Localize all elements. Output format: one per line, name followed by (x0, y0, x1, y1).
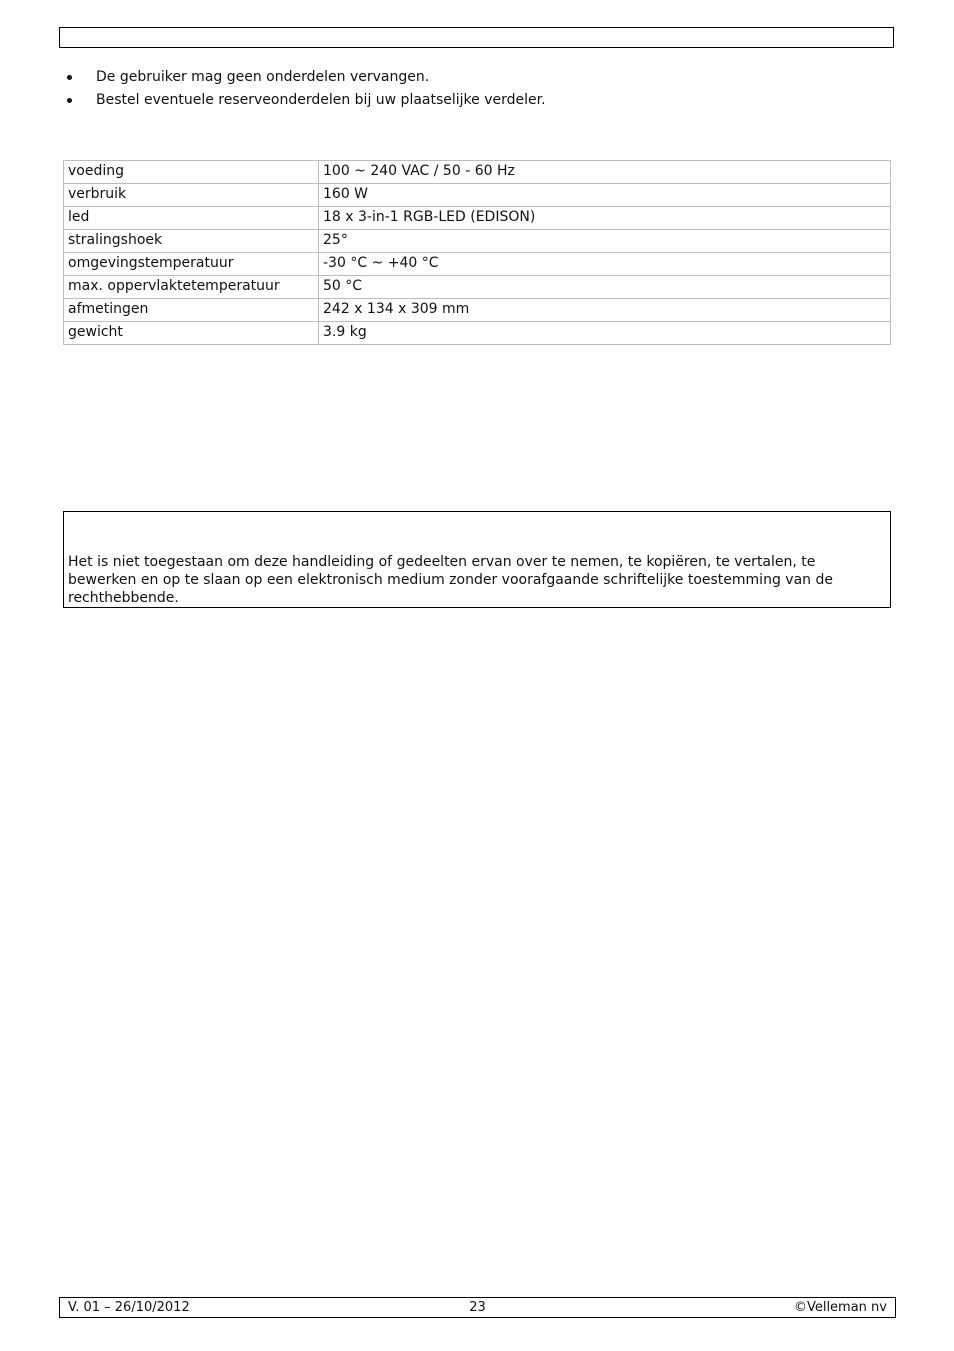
page-footer (59, 1297, 896, 1318)
spec-key: afmetingen (64, 299, 319, 322)
spec-value: 242 x 134 x 309 mm (319, 299, 891, 322)
spec-value: 25° (319, 230, 891, 253)
table-row (64, 207, 891, 230)
table-row (64, 230, 891, 253)
list-item (64, 90, 884, 113)
spec-key: led (64, 207, 319, 230)
spec-value: 100 ~ 240 VAC / 50 - 60 Hz (319, 161, 891, 184)
specifications-table (63, 160, 891, 345)
table-row (64, 184, 891, 207)
spec-key: verbruik (64, 184, 319, 207)
spec-value: 3.9 kg (319, 322, 891, 345)
copyright-notice-box (63, 511, 891, 608)
spec-value: 160 W (319, 184, 891, 207)
footer-page-number: 23 (469, 1300, 486, 1315)
table-row (64, 276, 891, 299)
bullet-icon (67, 98, 72, 103)
table-row (64, 322, 891, 345)
spec-key: stralingshoek (64, 230, 319, 253)
spec-value: -30 °C ~ +40 °C (319, 253, 891, 276)
bullet-icon (67, 75, 72, 80)
copyright-text: Het is niet toegestaan om deze handleiding of gedeelten ervan over te nemen, te kopiëren, te vertalen, te bewerken en op te slaan op een elektronisch medium zonder voorafgaande schriftelijke toestemming van de rechthebbende. (68, 554, 833, 606)
bullet-text: De gebruiker mag geen onderdelen vervangen. (96, 69, 430, 85)
table-row (64, 253, 891, 276)
spec-value: 50 °C (319, 276, 891, 299)
table-row (64, 161, 891, 184)
spec-key: gewicht (64, 322, 319, 345)
spec-value: 18 x 3-in-1 RGB-LED (EDISON) (319, 207, 891, 230)
table-row (64, 299, 891, 322)
header-box (59, 27, 894, 48)
spec-key: voeding (64, 161, 319, 184)
spec-key: max. oppervlaktetemperatuur (64, 276, 319, 299)
bullet-text: Bestel eventuele reserveonderdelen bij uw plaatselijke verdeler. (96, 92, 546, 108)
spec-key: omgevingstemperatuur (64, 253, 319, 276)
footer-company: ©Velleman nv (793, 1300, 887, 1315)
list-item (64, 67, 884, 90)
footer-version: V. 01 – 26/10/2012 (68, 1300, 190, 1315)
maintenance-bullet-list (64, 67, 884, 113)
